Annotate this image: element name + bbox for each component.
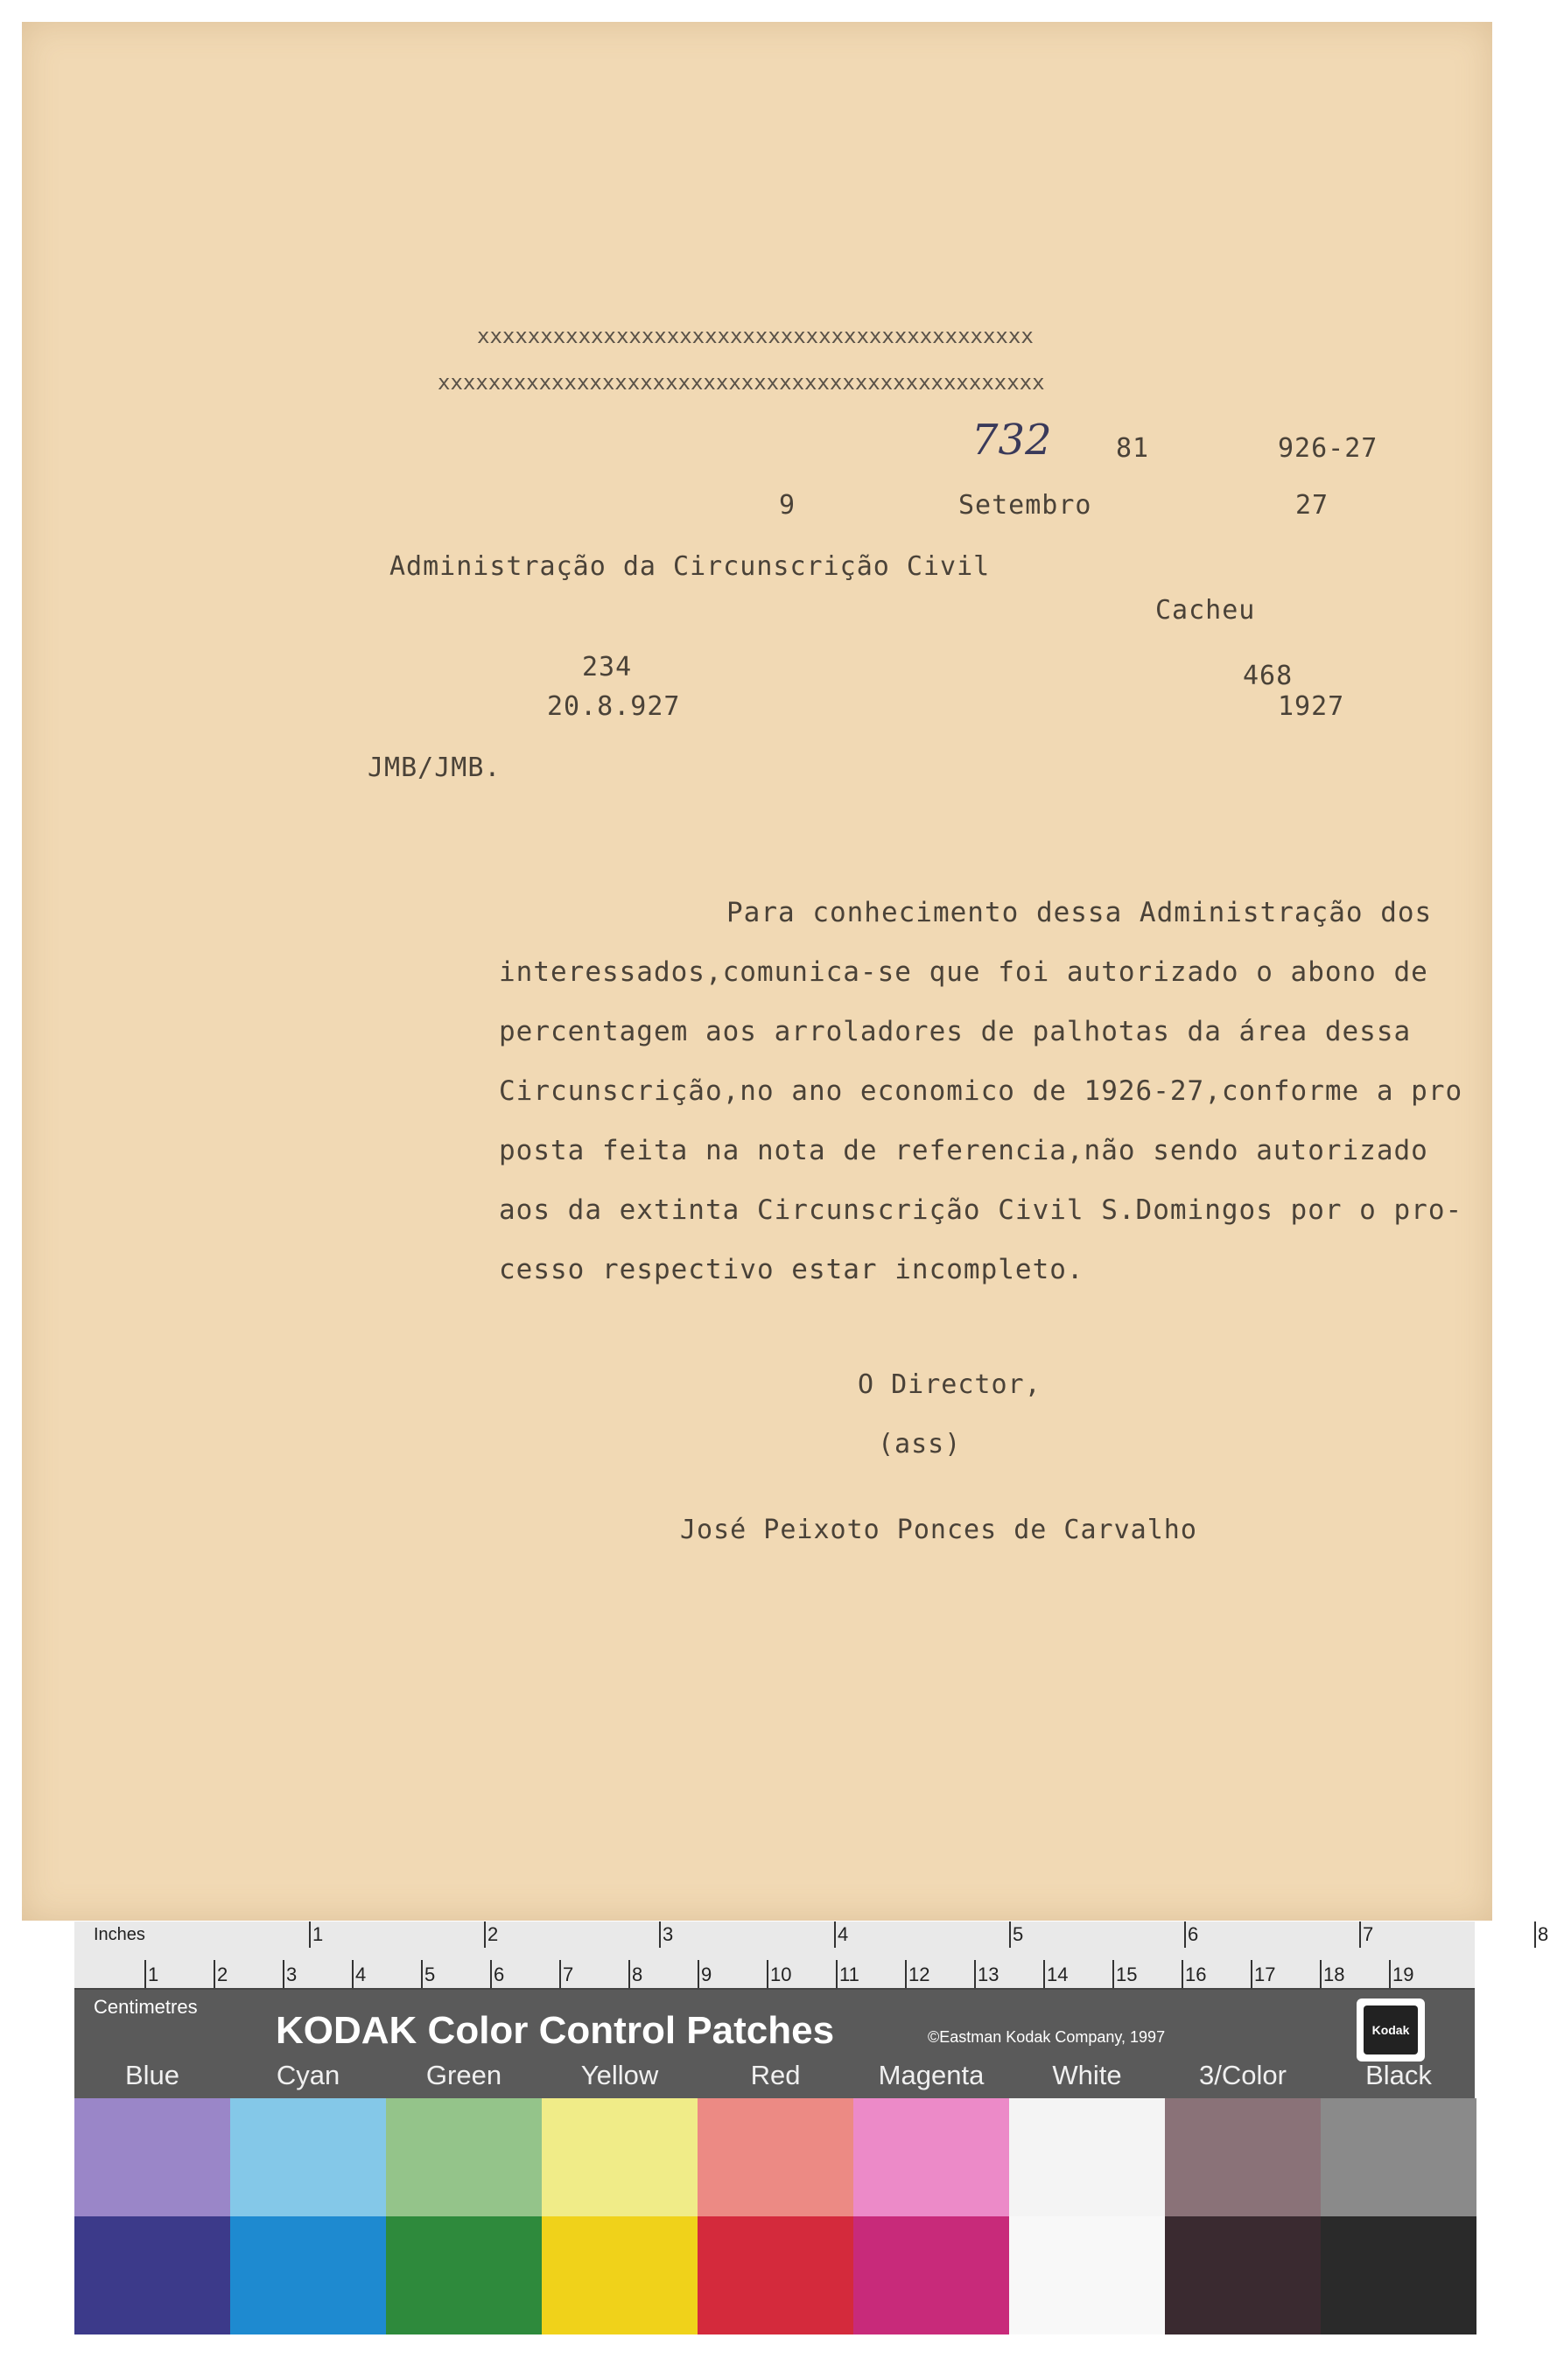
- cm-tick: [974, 1960, 976, 1988]
- centimetres-label: Centimetres: [94, 1996, 198, 2018]
- patch-top-3-color: [1165, 2098, 1321, 2216]
- kodak-logo-icon: [1357, 1998, 1425, 2062]
- cm-tick: [767, 1960, 768, 1988]
- inches-label: Inches: [94, 1925, 145, 1944]
- patch-top-yellow: [542, 2098, 698, 2216]
- patch-label-3-color: 3/Color: [1199, 2060, 1287, 2090]
- patch-label-cyan: Cyan: [276, 2060, 340, 2090]
- patch-top-magenta: [853, 2098, 1009, 2216]
- cm-number: 14: [1047, 1964, 1069, 1985]
- inch-number: 5: [1013, 1923, 1024, 1945]
- cm-number: 17: [1254, 1964, 1276, 1985]
- body-line-7: cesso respectivo estar incompleto.: [499, 1254, 1084, 1285]
- cm-tick: [1182, 1960, 1183, 1988]
- patch-label-green: Green: [425, 2060, 502, 2090]
- patch-bottom-white: [1009, 2216, 1165, 2334]
- inch-number: 2: [487, 1923, 499, 1945]
- patch-bottom-yellow: [542, 2216, 698, 2334]
- x-line-2: xxxxxxxxxxxxxxxxxxxxxxxxxxxxxxxxxxxxxxxxxxxxxxxx: [438, 370, 1045, 395]
- cm-number: 3: [286, 1964, 298, 1985]
- inch-number: 4: [838, 1923, 849, 1945]
- cm-tick: [490, 1960, 492, 1988]
- cm-tick: [1389, 1960, 1391, 1988]
- inch-tick: [834, 1922, 836, 1948]
- patch-bottom-black: [1321, 2216, 1476, 2334]
- cm-number: 7: [563, 1964, 574, 1985]
- patch-label-magenta: Magenta: [878, 2060, 985, 2090]
- patch-top-red: [698, 2098, 853, 2216]
- patch-bottom-3-color: [1165, 2216, 1321, 2334]
- document-page: [22, 22, 1492, 1921]
- patch-label-white: White: [1052, 2060, 1122, 2090]
- cm-number: 1: [148, 1964, 159, 1985]
- inch-tick: [1184, 1922, 1186, 1948]
- date-year: 27: [1295, 490, 1329, 521]
- recipient: Administração da Circunscrição Civil: [389, 551, 991, 582]
- patch-top-cyan: [230, 2098, 386, 2216]
- cm-tick: [144, 1960, 146, 1988]
- patch-top-white: [1009, 2098, 1165, 2216]
- patch-top-green: [386, 2098, 542, 2216]
- cm-tick: [421, 1960, 423, 1988]
- inch-number: 3: [663, 1923, 674, 1945]
- patch-top-black: [1321, 2098, 1476, 2216]
- cm-tick: [559, 1960, 561, 1988]
- cm-tick: [1112, 1960, 1114, 1988]
- inch-tick: [659, 1922, 661, 1948]
- body-line-6: aos da extinta Circunscrição Civil S.Domingos por o pro-: [499, 1194, 1463, 1226]
- cm-number: 18: [1323, 1964, 1345, 1985]
- body-line-5: posta feita na nota de referencia,não sendo autorizado: [499, 1135, 1428, 1166]
- inch-tick: [1534, 1922, 1536, 1948]
- inch-tick: [484, 1922, 486, 1948]
- cm-tick: [836, 1960, 838, 1988]
- ref-right-number: 468: [1243, 661, 1294, 691]
- cm-tick: [214, 1960, 215, 1988]
- cm-tick: [1320, 1960, 1322, 1988]
- body-line-1: Para conhecimento dessa Administração dos: [726, 897, 1433, 928]
- patch-label-blue: Blue: [124, 2060, 180, 2090]
- body-line-2: interessados,comunica-se que foi autorizado o abono de: [499, 956, 1428, 988]
- cm-tick: [698, 1960, 699, 1988]
- x-line-1: xxxxxxxxxxxxxxxxxxxxxxxxxxxxxxxxxxxxxxxxxxxx: [477, 324, 1034, 348]
- cm-number: 2: [217, 1964, 228, 1985]
- signatory: José Peixoto Ponces de Carvalho: [680, 1515, 1197, 1545]
- cm-tick: [283, 1960, 284, 1988]
- patch-label-yellow: Yellow: [580, 2060, 659, 2090]
- copyright: ©Eastman Kodak Company, 1997: [928, 2028, 1166, 2046]
- patch-label-red: Red: [750, 2060, 801, 2090]
- cm-number: 4: [355, 1964, 367, 1985]
- ruler: [74, 1922, 1549, 1990]
- cm-number: 19: [1392, 1964, 1414, 1985]
- cm-number: 16: [1185, 1964, 1207, 1985]
- ref-left-date: 20.8.927: [547, 691, 681, 722]
- cm-number: 15: [1116, 1964, 1138, 1985]
- initials: JMB/JMB.: [368, 752, 501, 783]
- handwritten-number: 732: [971, 416, 1052, 465]
- cm-number: 11: [839, 1964, 859, 1985]
- body-line-4: Circunscrição,no ano economico de 1926-27,conforme a pro: [499, 1075, 1463, 1107]
- cm-number: 9: [701, 1964, 712, 1985]
- patch-top-blue: [74, 2098, 230, 2216]
- inch-number: 7: [1363, 1923, 1374, 1945]
- body-line-3: percentagem aos arroladores de palhotas da área dessa: [499, 1016, 1412, 1047]
- cm-number: 8: [632, 1964, 643, 1985]
- patch-bottom-blue: [74, 2216, 230, 2334]
- patch-bottom-cyan: [230, 2216, 386, 2334]
- cm-number: 10: [770, 1964, 792, 1985]
- kodak-color-strip: [74, 1922, 1549, 2334]
- signature-note: (ass): [878, 1429, 962, 1460]
- date-month: Setembro: [958, 490, 1092, 521]
- ref-number: 81: [1116, 433, 1150, 464]
- inch-number: 8: [1538, 1923, 1549, 1945]
- inch-number: 6: [1188, 1923, 1199, 1945]
- inch-tick: [1359, 1922, 1361, 1948]
- cm-number: 12: [908, 1964, 930, 1985]
- cm-number: 5: [424, 1964, 436, 1985]
- cm-tick: [905, 1960, 907, 1988]
- ref-year: 926-27: [1278, 433, 1378, 464]
- patch-bottom-green: [386, 2216, 542, 2334]
- cm-number: 13: [978, 1964, 999, 1985]
- patch-bottom-red: [698, 2216, 853, 2334]
- cm-tick: [628, 1960, 630, 1988]
- cm-tick: [352, 1960, 354, 1988]
- patch-label-black: Black: [1365, 2060, 1432, 2090]
- ref-left-number: 234: [582, 652, 633, 682]
- closing: O Director,: [858, 1369, 1042, 1400]
- recipient-location: Cacheu: [1155, 595, 1256, 626]
- inch-tick: [309, 1922, 311, 1948]
- kodak-title: KODAK Color Control Patches: [276, 2009, 835, 2052]
- cm-number: 6: [494, 1964, 505, 1985]
- date-day: 9: [779, 490, 796, 521]
- ref-right-year: 1927: [1278, 691, 1345, 722]
- cm-tick: [1251, 1960, 1252, 1988]
- inch-number: 1: [312, 1923, 324, 1945]
- cm-tick: [1043, 1960, 1045, 1988]
- patch-bottom-magenta: [853, 2216, 1009, 2334]
- kodak-logo-text: Kodak: [1364, 2006, 1418, 2054]
- inch-tick: [1009, 1922, 1011, 1948]
